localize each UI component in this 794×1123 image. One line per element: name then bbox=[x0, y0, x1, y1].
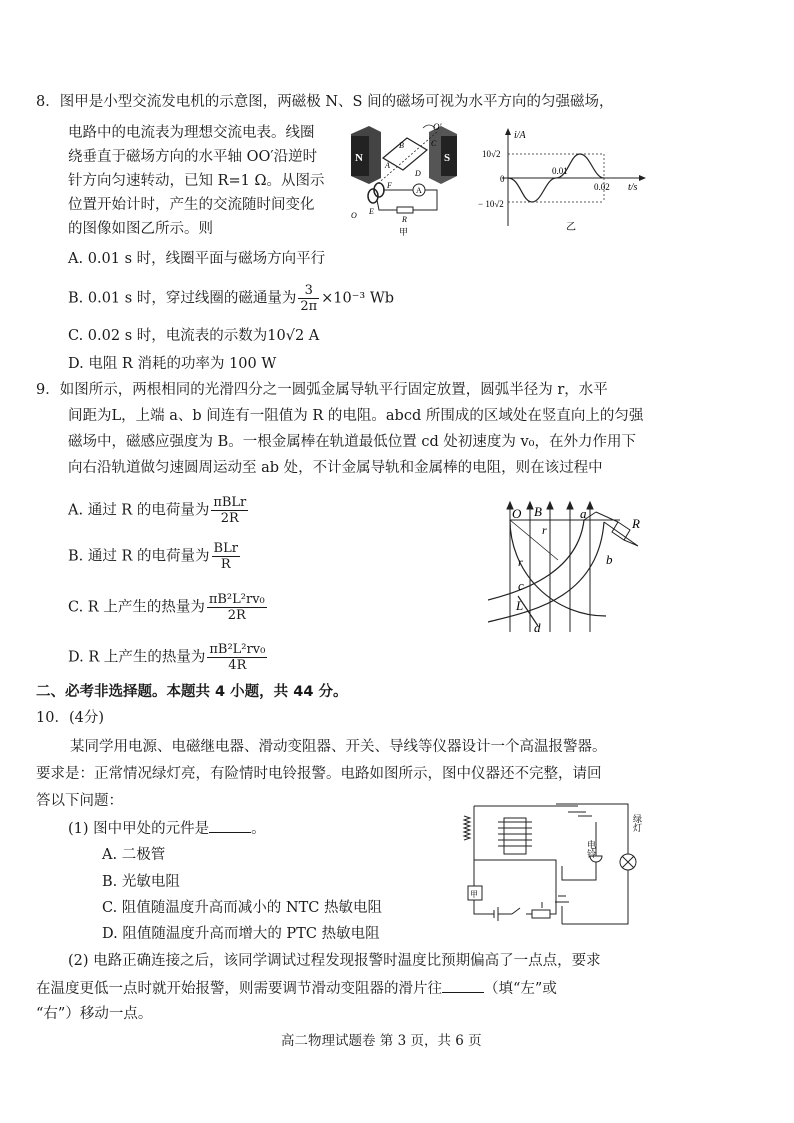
coil-d-label: D bbox=[415, 169, 421, 178]
component-jia-label: 甲 bbox=[470, 890, 478, 899]
fig-b-label: b bbox=[606, 552, 613, 567]
graph-y-axis-label: i/A bbox=[514, 130, 526, 141]
fraction-denominator: 2R bbox=[220, 511, 239, 526]
graph-origin-label: 0 bbox=[500, 174, 505, 184]
fig-a-label: a bbox=[580, 506, 587, 521]
q10-stem-line1: 某同学用电源、电磁继电器、滑动变阻器、开关、导线等仪器设计一个高温报警器。 bbox=[70, 739, 607, 755]
q8-stem-line1: 8．图甲是小型交流发电机的示意图，两磁极 N、S 间的磁场可视为水平方向的匀强磁场， bbox=[36, 94, 614, 110]
q9-option-a-text: A. 通过 R 的电荷量为 bbox=[68, 502, 210, 519]
q8-figure-current-graph bbox=[478, 126, 658, 234]
bell-label: 电铃 bbox=[586, 840, 596, 858]
fig-o-label: O bbox=[512, 506, 522, 521]
q9-stem-line1: 9．如图所示，两根相同的光滑四分之一圆弧金属导轨平行固定放置，圆弧半径为 r，水平 bbox=[36, 382, 608, 398]
q8-option-c-value: 10√2 A bbox=[267, 328, 320, 344]
q9-option-a-fraction bbox=[211, 495, 248, 526]
page-footer: 高二物理试题卷 第 3 页，共 6 页 bbox=[281, 1033, 482, 1049]
q8-option-c bbox=[68, 326, 319, 346]
axis-o-prime-label: O′ bbox=[433, 122, 442, 132]
fraction-denominator: R bbox=[220, 557, 231, 572]
q9-figure-arc-rails bbox=[488, 500, 658, 636]
coil-c-label: C bbox=[431, 139, 437, 148]
fraction-denominator: 2π bbox=[300, 299, 318, 314]
magnet-n-label: N bbox=[355, 152, 363, 164]
graph-y-max-label: 10√2 bbox=[482, 149, 501, 159]
q10-sub2-answer-blank[interactable] bbox=[442, 978, 484, 993]
q8-option-b-text: B. 0.01 s 时，穿过线圈的磁通量为 bbox=[68, 290, 297, 307]
q10-sub1-end: 。 bbox=[251, 821, 266, 837]
graph-tick-001: 0.01 bbox=[552, 166, 568, 176]
q10-figure-alarm-circuit bbox=[458, 796, 654, 932]
q8-stem-line6: 的图像如图乙所示。则 bbox=[68, 221, 213, 237]
q10-option-c: C. 阻值随温度升高而减小的 NTC 热敏电阻 bbox=[102, 900, 382, 916]
q10-sub2-line2 bbox=[36, 978, 557, 999]
resistor-r-label: R bbox=[402, 215, 407, 224]
q8-option-b bbox=[68, 283, 394, 314]
q9-option-b-text: B. 通过 R 的电荷量为 bbox=[68, 548, 210, 565]
section-2-heading: 二、必考非选择题。本题共 4 小题，共 44 分。 bbox=[36, 684, 348, 700]
figure-yi-caption: 乙 bbox=[566, 222, 576, 233]
q8-stem-line3: 绕垂直于磁场方向的水平轴 OO′沿逆时 bbox=[68, 149, 318, 165]
q10-sub1 bbox=[68, 818, 266, 839]
q9-stem-line2: 间距为L，上端 a、b 间连有一阻值为 R 的电阻。abcd 所围成的区域处在竖直向上的匀强 bbox=[68, 408, 644, 424]
q10-option-b: B. 光敏电阻 bbox=[102, 874, 180, 890]
figure-jia-caption: 甲 bbox=[399, 227, 409, 237]
fig-radius-label-1: r bbox=[542, 523, 547, 537]
q10-option-a: A. 二极管 bbox=[102, 847, 166, 863]
q8-option-b-unit: ×10⁻³ Wb bbox=[321, 290, 395, 307]
q9-option-b bbox=[68, 541, 242, 572]
q10-stem-line3: 答以下问题： bbox=[36, 793, 123, 809]
q10-option-d: D. 阻值随温度升高而增大的 PTC 热敏电阻 bbox=[102, 926, 380, 942]
fig-l-label: L bbox=[516, 598, 524, 613]
axis-o-label: O bbox=[351, 211, 357, 220]
q8-figure-generator bbox=[345, 118, 465, 238]
q9-option-d-fraction bbox=[207, 642, 267, 673]
q10-header: 10．(4分) bbox=[36, 710, 104, 726]
graph-tick-002: 0.02 bbox=[594, 182, 610, 192]
fraction-denominator: 4R bbox=[228, 658, 247, 673]
q10-sub2-text: 在温度更低一点时就开始报警，则需要调节滑动变阻器的滑片往 bbox=[36, 981, 442, 997]
q10-sub2-line3: “右”）移动一点。 bbox=[36, 1006, 153, 1022]
brush-e-label: E bbox=[369, 207, 374, 216]
q10-sub1-text: (1) 图中甲处的元件是 bbox=[68, 821, 210, 837]
q8-option-a: A. 0.01 s 时，线圈平面与磁场方向平行 bbox=[68, 251, 326, 267]
q10-sub2-line1: (2) 电路正确连接之后，该同学调试过程发现报警时温度比预期偏高了一点点，要求 bbox=[68, 953, 601, 969]
fig-r-resistor-label: R bbox=[632, 516, 640, 531]
ammeter-label: A bbox=[416, 186, 422, 195]
q8-stem-line4: 针方向匀速转动，已知 R=1 Ω。从图示 bbox=[68, 173, 325, 189]
fig-d-label: d bbox=[534, 620, 541, 635]
q8-option-d: D. 电阻 R 消耗的功率为 100 W bbox=[68, 356, 277, 372]
magnet-s-label: S bbox=[444, 152, 451, 164]
fraction-numerator: BLr bbox=[213, 541, 238, 556]
fraction-numerator: πB²L²rv₀ bbox=[209, 642, 266, 657]
brush-f-label: F bbox=[387, 181, 392, 190]
q9-option-d-text: D. R 上产生的热量为 bbox=[68, 649, 206, 666]
q8-option-c-text: C. 0.02 s 时，电流表的示数为 bbox=[68, 328, 268, 344]
fig-b-field-label: B bbox=[534, 504, 542, 519]
fraction-numerator: 3 bbox=[298, 283, 319, 299]
fig-c-label: c bbox=[518, 578, 524, 593]
fig-radius-label-2: r bbox=[518, 555, 523, 569]
q9-option-d bbox=[68, 642, 269, 673]
q9-option-c-fraction bbox=[207, 592, 267, 623]
q10-sub1-answer-blank[interactable] bbox=[209, 818, 251, 833]
coil-a-label: A bbox=[385, 161, 390, 170]
q8-option-b-fraction bbox=[298, 283, 319, 314]
q8-stem-line5: 位置开始计时，产生的交流随时间变化 bbox=[68, 197, 315, 213]
green-lamp-label: 绿灯 bbox=[632, 814, 642, 832]
coil-b-label: B bbox=[399, 141, 404, 150]
q9-option-c bbox=[68, 592, 269, 623]
graph-y-min-label: − 10√2 bbox=[478, 199, 504, 209]
q9-option-a bbox=[68, 495, 250, 526]
q9-option-b-fraction bbox=[212, 541, 240, 572]
fraction-numerator: πB²L²rv₀ bbox=[208, 592, 265, 607]
fraction-numerator: πBLr bbox=[213, 495, 247, 510]
q8-stem-line2: 电路中的电流表为理想交流电表。线圈 bbox=[68, 125, 315, 141]
q10-stem-line2: 要求是：正常情况绿灯亮，有险情时电铃报警。电路如图所示，图中仪器还不完整，请回 bbox=[36, 766, 602, 782]
q9-stem-line4: 向右沿轨道做匀速圆周运动至 ab 处，不计金属导轨和金属棒的电阻，则在该过程中 bbox=[68, 460, 603, 476]
fraction-denominator: 2R bbox=[227, 608, 246, 623]
q9-stem-line3: 磁场中，磁感应强度为 B。一根金属棒在轨道最低位置 cd 处初速度为 v₀，在外力作用下 bbox=[68, 434, 636, 450]
graph-x-axis-label: t/s bbox=[628, 182, 638, 193]
q9-option-c-text: C. R 上产生的热量为 bbox=[68, 599, 205, 616]
q10-sub2-text-post: （填“左”或 bbox=[484, 981, 557, 997]
